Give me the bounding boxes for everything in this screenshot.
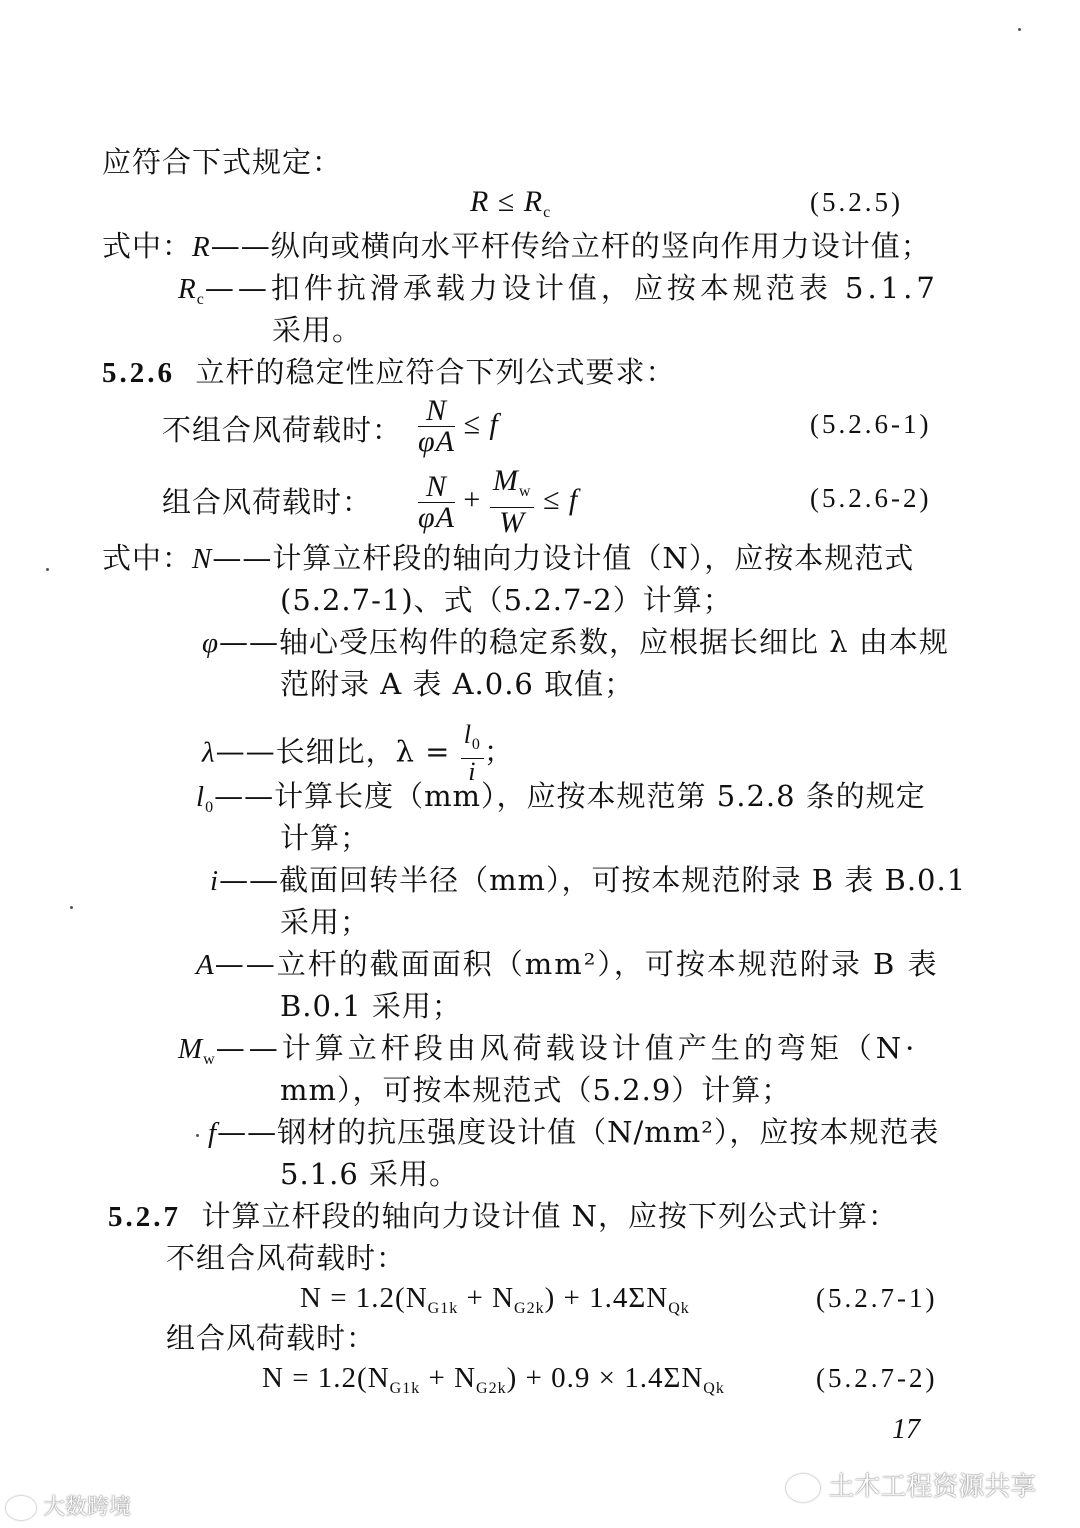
intro-text: 应符合下式规定： xyxy=(102,145,343,179)
equation-number-5-2-5: (5.2.5) xyxy=(810,187,903,217)
where-item-l0: $l_0——$计算长度（mm），应按本规范第 5.2.8 条的规定 xyxy=(196,779,926,816)
equation-number-5-2-7-1: (5.2.7-1) xyxy=(816,1283,938,1313)
equation-5-2-6-1: $\frac{N}{\varphi A}$ ≤ f xyxy=(418,394,499,458)
where-item-i-cont: 采用； xyxy=(280,905,371,939)
where-item-phi-cont: 范附录 A 表 A.0.6 取值； xyxy=(280,667,635,701)
scan-speck xyxy=(1018,28,1021,31)
where-item-mw-cont: mm），可按本规范式（5.2.9）计算； xyxy=(280,1073,792,1107)
scan-speck xyxy=(70,906,73,909)
section-5-2-7: 5.2.7 计算立杆段的轴向力设计值 N，应按下列公式计算： xyxy=(108,1199,899,1233)
where-item-f: f——钢材的抗压强度设计值（N/mm²），应按本规范表 xyxy=(208,1115,940,1149)
fraction-n-over-phia: $\frac{N}{\varphi A}$ xyxy=(418,394,455,458)
equation-number-5-2-6-2: (5.2.6-2) xyxy=(810,483,932,513)
where-item-a: A——立杆的截面面积（mm²），可按本规范附录 B 表 xyxy=(196,947,939,981)
where-item-rc: $R_c——$扣件抗滑承载力设计值，应按本规范表 5.1.7 xyxy=(178,271,939,308)
wechat-logo-icon xyxy=(786,1474,820,1502)
scan-speck xyxy=(46,568,49,571)
where-clause-1: 式中：R——纵向或横向水平杆传给立杆的竖向作用力设计值； xyxy=(102,229,931,263)
fraction-l0-over-i: $\frac{l_0}{i}$ xyxy=(461,722,484,785)
equation-5-2-7-1: $N = 1.2(N_{G1k} + N_{G2k}) + 1.4\Sigma N_{Qk}$ xyxy=(300,1282,690,1317)
where-item-rc-cont: 采用。 xyxy=(272,313,363,347)
where-item-l0-cont: 计算； xyxy=(280,821,371,855)
where-item-phi: φ——轴心受压构件的稳定系数，应根据长细比 λ 由本规 xyxy=(202,625,949,659)
equation-number-5-2-6-1: (5.2.6-1) xyxy=(810,409,932,439)
where-item-n: 式中：N——计算立杆段的轴向力设计值（N），应按本规范式 xyxy=(102,541,915,575)
where-item-i: i——截面回转半径（mm），可按本规范附录 B 表 B.0.1 xyxy=(210,863,967,897)
page-number: 17 xyxy=(892,1414,920,1445)
weibo-logo-icon xyxy=(6,1496,36,1520)
where-item-f-cont: 5.1.6 采用。 xyxy=(280,1157,460,1191)
equation-5-2-6-2: $\frac{N}{\varphi A}$ + $\frac{M_w}{W}$ ≤ f xyxy=(418,464,579,539)
equation-5-2-5: $R \le R_c$ xyxy=(470,185,552,221)
where-item-lambda: λ——长细比，λ = $\frac{l_0}{i}$ ； xyxy=(202,720,514,786)
section-5-2-6: 5.2.6 立杆的稳定性应符合下列公式要求： xyxy=(102,355,676,389)
case-wind-label-2: 组合风荷载时： xyxy=(166,1321,377,1355)
equation-number-5-2-7-2: (5.2.7-2) xyxy=(816,1363,938,1393)
scan-speck xyxy=(196,1134,199,1137)
fraction-n-over-phia-2: $\frac{N}{\varphi A}$ xyxy=(418,469,455,534)
equation-5-2-7-2: $N = 1.2(N_{G1k} + N_{G2k}) + 0.9 \times 1.4\Sigma N_{Qk}$ xyxy=(262,1362,725,1397)
watermark-left: 大数跨境 xyxy=(6,1490,131,1521)
case-no-wind-label: 不组合风荷载时： xyxy=(162,413,403,447)
where-item-mw: $M_w——$计算立杆段由风荷载设计值产生的弯矩（N· xyxy=(178,1031,919,1068)
case-wind-label: 组合风荷载时： xyxy=(162,485,373,519)
case-no-wind-label-2: 不组合风荷载时： xyxy=(166,1241,407,1275)
watermark-right: 土木工程资源共享 xyxy=(786,1466,1036,1503)
fraction-mw-over-w: $\frac{M_w}{W}$ xyxy=(490,466,535,538)
where-item-n-cont: (5.2.7-1)、式（5.2.7-2）计算； xyxy=(280,583,733,617)
where-item-a-cont: B.0.1 采用； xyxy=(280,989,462,1023)
